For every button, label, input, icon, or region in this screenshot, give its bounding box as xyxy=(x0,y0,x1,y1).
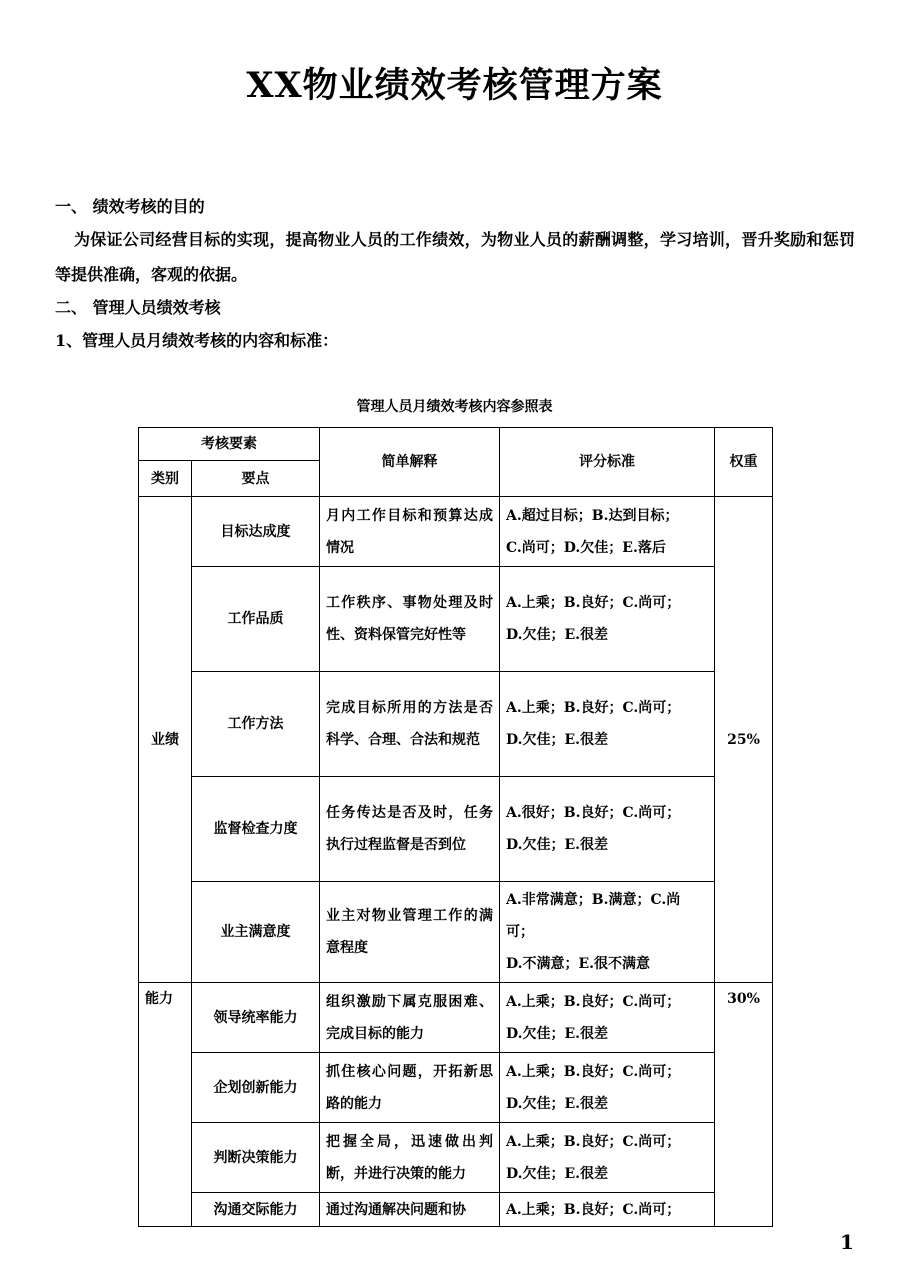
explain-cell: 月内工作目标和预算达成情况 xyxy=(320,497,500,567)
point-cell: 业主满意度 xyxy=(192,882,320,983)
table-caption: 管理人员月绩效考核内容参照表 xyxy=(356,399,553,415)
standard-cell: A.上乘；B.良好；C.尚可； xyxy=(500,1193,715,1227)
table-row xyxy=(139,777,773,882)
table-row xyxy=(139,497,773,567)
explain-cell: 抓住核心问题，开拓新思路的能力 xyxy=(320,1053,500,1123)
weight-cell: 25% xyxy=(715,497,773,983)
header-category: 类别 xyxy=(139,461,192,497)
point-cell: 工作方法 xyxy=(192,672,320,777)
category-cell: 业绩 xyxy=(139,497,192,983)
point-cell: 企划创新能力 xyxy=(192,1053,320,1123)
explain-cell: 任务传达是否及时，任务执行过程监督是否到位 xyxy=(320,777,500,882)
document-title: XX物业绩效考核管理方案 xyxy=(246,65,663,106)
header-explain: 简单解释 xyxy=(320,428,500,497)
section1-body: 为保证公司经营目标的实现，提高物业人员的工作绩效，为物业人员的薪酬调整，学习培训，晋升奖励和惩罚等提供准确，客观的依据。 xyxy=(55,230,855,284)
point-cell: 领导统率能力 xyxy=(192,983,320,1053)
standard-cell: A.非常满意；B.满意；C.尚可； D.不满意；E.很不满意 xyxy=(500,882,715,983)
standard-cell: A.超过目标；B.达到目标； C.尚可；D.欠佳；E.落后 xyxy=(500,497,715,567)
subsection1-heading: 1、管理人员月绩效考核的内容和标准： xyxy=(55,331,339,350)
standard-cell: A.上乘；B.良好；C.尚可； D.欠佳；E.很差 xyxy=(500,567,715,672)
point-cell: 沟通交际能力 xyxy=(192,1193,320,1227)
category-cell: 能力 xyxy=(139,983,192,1227)
section2-heading: 二、 管理人员绩效考核 xyxy=(55,298,221,317)
table-row xyxy=(139,1123,773,1193)
point-cell: 判断决策能力 xyxy=(192,1123,320,1193)
explain-cell: 把握全局，迅速做出判断，并进行决策的能力 xyxy=(320,1123,500,1193)
explain-cell: 完成目标所用的方法是否科学、合理、合法和规范 xyxy=(320,672,500,777)
explain-cell: 通过沟通解决问题和协 xyxy=(320,1193,500,1227)
standard-cell: A.上乘；B.良好；C.尚可； D.欠佳；E.很差 xyxy=(500,1053,715,1123)
explain-cell: 组织激励下属克服困难、完成目标的能力 xyxy=(320,983,500,1053)
point-cell: 监督检查力度 xyxy=(192,777,320,882)
header-point: 要点 xyxy=(192,461,320,497)
table-row xyxy=(139,1053,773,1123)
explain-cell: 业主对物业管理工作的满意程度 xyxy=(320,882,500,983)
standard-cell: A.上乘；B.良好；C.尚可； D.欠佳；E.很差 xyxy=(500,672,715,777)
header-standard: 评分标准 xyxy=(500,428,715,497)
table-row xyxy=(139,672,773,777)
table-row xyxy=(139,882,773,983)
section1-heading: 一、 绩效考核的目的 xyxy=(55,197,205,216)
explain-cell: 工作秩序、事物处理及时性、资料保管完好性等 xyxy=(320,567,500,672)
point-cell: 工作品质 xyxy=(192,567,320,672)
header-weight: 权重 xyxy=(715,428,773,497)
performance-reference-table xyxy=(138,427,773,1227)
page-number: 1 xyxy=(840,1230,854,1254)
point-cell: 目标达成度 xyxy=(192,497,320,567)
table-row xyxy=(139,983,773,1053)
standard-cell: A.上乘；B.良好；C.尚可； D.欠佳；E.很差 xyxy=(500,1123,715,1193)
table-row xyxy=(139,1193,773,1227)
standard-cell: A.上乘；B.良好；C.尚可； D.欠佳；E.很差 xyxy=(500,983,715,1053)
standard-cell: A.很好；B.良好；C.尚可； D.欠佳；E.很差 xyxy=(500,777,715,882)
header-elements: 考核要素 xyxy=(139,428,320,461)
table-row xyxy=(139,567,773,672)
weight-cell: 30% xyxy=(715,983,773,1227)
